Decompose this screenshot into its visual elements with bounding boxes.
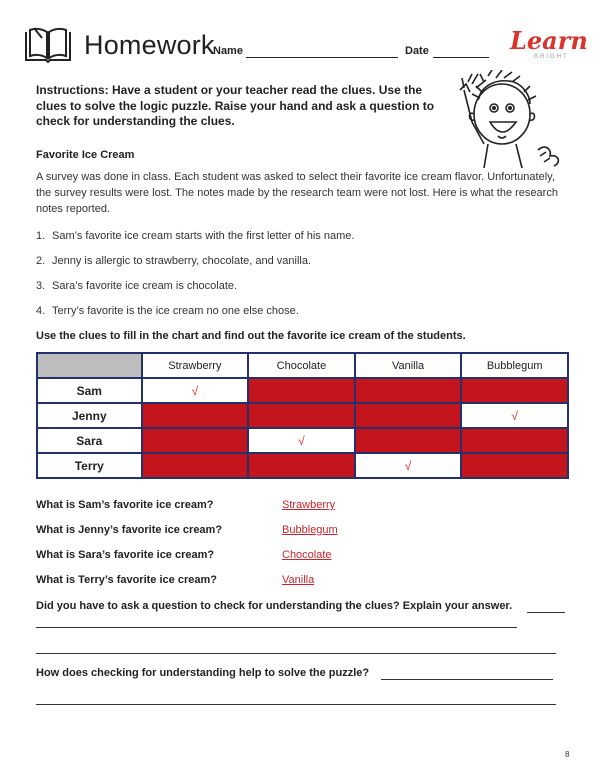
answer-line[interactable] [36, 626, 517, 628]
chart-cell[interactable] [142, 428, 249, 453]
date-label: Date [405, 45, 429, 57]
question-text: What is Sam’s favorite ice cream? [36, 499, 214, 511]
chart-cell[interactable] [355, 428, 462, 453]
answer-text[interactable]: Bubblegum [282, 524, 338, 536]
date-field[interactable] [433, 45, 489, 58]
reflection-question: Did you have to ask a question to check for understanding the clues? Explain your answer. [36, 600, 513, 612]
logo-word: Learn [510, 26, 588, 55]
row-header: Sara [37, 428, 142, 453]
clue-item [36, 305, 299, 317]
clue-text: Sara’s favorite ice cream is chocolate. [52, 280, 238, 292]
clue-item [36, 255, 311, 267]
reflection-question: How does checking for understanding help to solve the puzzle? [36, 667, 370, 679]
row-header: Jenny [37, 403, 142, 428]
answer-text[interactable]: Strawberry [282, 499, 336, 511]
answer-line[interactable] [381, 667, 553, 680]
question-text: What is Terry’s favorite ice cream? [36, 574, 217, 586]
chart-cell[interactable]: √ [355, 453, 462, 478]
chart-row [37, 428, 568, 453]
question-text: What is Sara’s favorite ice cream? [36, 549, 215, 561]
clue-text: Sam’s favorite ice cream starts with the first letter of his name. [52, 230, 355, 242]
clue-item [36, 280, 237, 292]
clue-number: 4. [36, 305, 46, 317]
chart-cell[interactable] [461, 378, 568, 403]
chart-corner [37, 353, 142, 378]
page-number: 8 [565, 750, 570, 759]
chart-cell[interactable] [461, 453, 568, 478]
name-field[interactable] [246, 45, 398, 58]
chart-prompt: Use the clues to fill in the chart and find out the favorite ice cream of the students. [36, 330, 466, 342]
chart-cell[interactable] [355, 403, 462, 428]
book-icon [22, 24, 74, 64]
answer-line[interactable] [36, 652, 556, 654]
chart-cell[interactable] [142, 403, 249, 428]
chart-cell[interactable] [461, 428, 568, 453]
logic-puzzle-chart [36, 352, 569, 479]
survey-paragraph: A survey was done in class. Each student was asked to select their favorite ice cream flavor. Unfortunately, the survey results were lost. The notes made by the research team were not lost. Here is what the research notes reported. [36, 171, 558, 215]
cartoon-kid-illustration [458, 70, 568, 170]
question-text: What is Jenny’s favorite ice cream? [36, 524, 223, 536]
name-label: Name [213, 45, 243, 57]
column-header: Bubblegum [461, 353, 568, 378]
chart-header-row [37, 353, 568, 378]
column-header: Vanilla [355, 353, 462, 378]
chart-cell[interactable]: √ [461, 403, 568, 428]
answer-line[interactable] [36, 703, 556, 705]
row-header: Sam [37, 378, 142, 403]
chart-cell[interactable] [248, 403, 355, 428]
chart-cell[interactable]: √ [142, 378, 249, 403]
clue-number: 2. [36, 255, 46, 267]
chart-row [37, 378, 568, 403]
chart-cell[interactable] [248, 378, 355, 403]
answer-text[interactable]: Vanilla [282, 574, 315, 586]
row-header: Terry [37, 453, 142, 478]
clue-text: Terry’s favorite is the ice cream no one else chose. [52, 305, 299, 317]
clue-item [36, 230, 354, 242]
chart-row [37, 403, 568, 428]
chart-row [37, 453, 568, 478]
answer-text[interactable]: Chocolate [282, 549, 332, 561]
learn-bright-logo [504, 26, 588, 68]
clue-text: Jenny is allergic to strawberry, chocolate, and vanilla. [52, 255, 312, 267]
column-header: Strawberry [142, 353, 249, 378]
answer-line[interactable] [527, 600, 565, 613]
clue-number: 3. [36, 280, 46, 292]
section-title: Favorite Ice Cream [36, 149, 135, 161]
clue-number: 1. [36, 230, 46, 242]
chart-cell[interactable]: √ [248, 428, 355, 453]
logo-subtext: BRIGHT [534, 54, 569, 60]
column-header: Chocolate [248, 353, 355, 378]
chart-cell[interactable] [142, 453, 249, 478]
chart-cell[interactable] [355, 378, 462, 403]
chart-cell[interactable] [248, 453, 355, 478]
instructions: Instructions: Have a student or your teacher read the clues. Use the clues to solve the logic puzzle. Raise your hand and ask a question to check for understanding the clues. [36, 83, 435, 128]
page-title: Homework [84, 30, 215, 60]
